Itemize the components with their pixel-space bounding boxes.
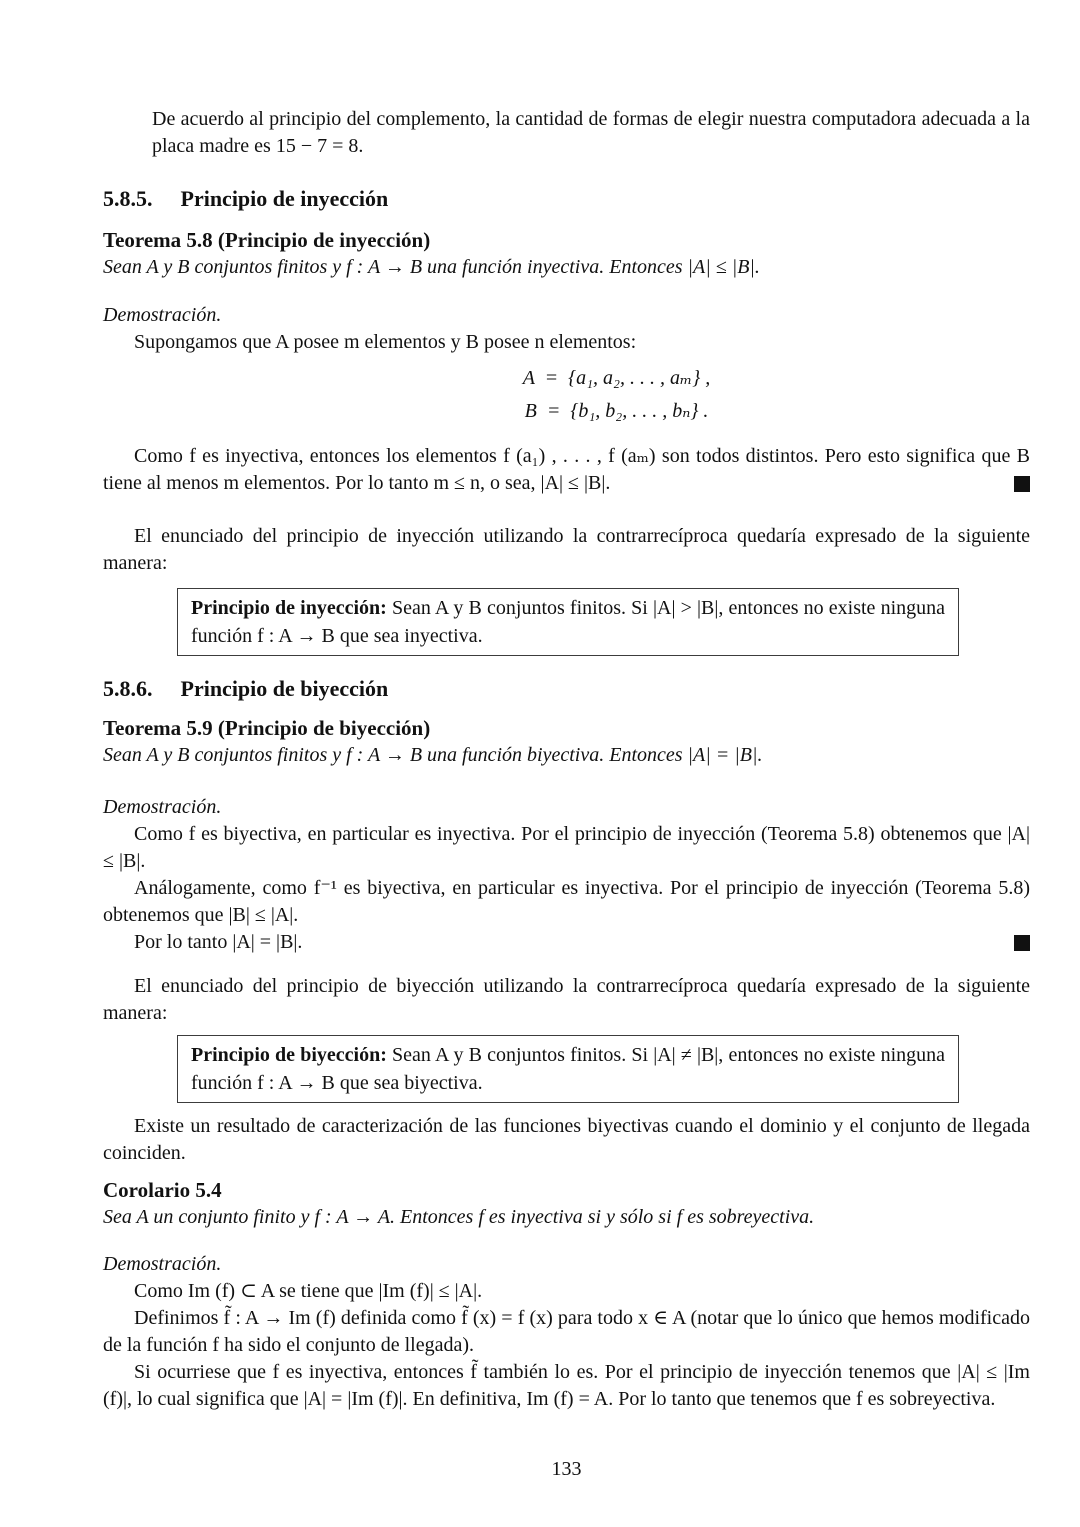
theorem-59-title: Teorema 5.9 (Principio de biyección) — [103, 716, 431, 740]
page-number: 133 — [551, 1458, 582, 1480]
proof-paragraph: Si ocurriese que f es inyectiva, entonces f̃ también lo es. Por el principio de inyección tenemos que |A| ≤ |Im (f)|, lo cual significa que |A| = |Im (f)|. En definitiva, Im (f) = A. Por lo tanto que tenemos que f es sobreyectiva. — [103, 1361, 1030, 1410]
proof-58-conclusion-block — [103, 443, 1030, 497]
restatement-intro: El enunciado del principio de biyección utilizando la contrarrecíproca quedaría expresado de la siguiente manera: — [103, 975, 1030, 1024]
proof-paragraph: Como Im (f) ⊂ A se tiene que |Im (f)| ≤ |A|. — [134, 1280, 483, 1302]
proof-paragraph — [103, 929, 1030, 956]
proof-conclusion-text: Como f es inyectiva, entonces los elementos f (a₁) , . . . , f (aₘ) son todos distintos. Pero esto significa que B tiene al menos m elementos. Por lo tanto m ≤ n, o sea, |A| ≤ |B|. — [103, 445, 1030, 494]
proof-59-block — [103, 794, 1030, 956]
theorem-58-statement-block — [103, 254, 1030, 281]
subsection-heading-586 — [103, 674, 1030, 704]
principle-box-title: Principio de inyección: — [191, 597, 387, 619]
followup-paragraph-block — [103, 1113, 1030, 1167]
principle-box-body: Sean A y B conjuntos finitos. Si |A| ≠ |B|, entonces no existe ninguna función f : A → B que sea biyectiva. — [191, 1044, 946, 1094]
proof-label: Demostración. — [103, 796, 222, 818]
equation-set-b: B = {b₁, b₂, . . . , bₙ} . — [524, 400, 709, 422]
subsection-number: 5.8.5. — [103, 186, 153, 211]
principle-box-content — [191, 1041, 945, 1097]
proof-label: Demostración. — [103, 304, 222, 326]
proof-paragraph: Supongamos que A posee m elementos y B posee n elementos: — [134, 331, 637, 353]
proof-conclusion-text: Por lo tanto |A| = |B|. — [134, 931, 303, 953]
principle-box-content — [191, 594, 945, 650]
theorem-59-statement-block — [103, 742, 1030, 769]
principle-box-title: Principio de biyección: — [191, 1044, 387, 1066]
proof-58-label-block — [103, 302, 1030, 329]
qed-icon — [1014, 476, 1030, 492]
proof-corollary-block — [103, 1251, 1030, 1413]
theorem-58-statement: Sean A y B conjuntos finitos y f : A → B una función inyectiva. Entonces |A| ≤ |B|. — [103, 256, 760, 278]
proof-paragraph: Como f es biyectiva, en particular es inyectiva. Por el principio de inyección (Teorema 5.8) obtenemos que |A| ≤ |B|. — [103, 823, 1030, 872]
theorem-59-statement: Sean A y B conjuntos finitos y f : A → B una función biyectiva. Entonces |A| = |B|. — [103, 744, 763, 766]
corollary-54-title: Corolario 5.4 — [103, 1178, 222, 1202]
proof-58-intro-block — [103, 329, 1030, 356]
principle-box-injection — [177, 588, 959, 656]
intro-paragraph-block — [152, 106, 1030, 160]
equation-set-a: A = {a₁, a₂, . . . , aₘ} , — [522, 367, 711, 389]
intro-paragraph: De acuerdo al principio del complemento, la cantidad de formas de elegir nuestra computadora adecuada a la placa madre es 15 − 7 = 8. — [152, 108, 1030, 157]
subsection-title: Principio de biyección — [180, 676, 389, 701]
proof-paragraph: Definimos f̃ : A → Im (f) definida como f̃ (x) = f (x) para todo x ∈ A (notar que lo único que hemos modificado de la función f ha sido el conjunto de llegada). — [103, 1307, 1030, 1356]
corollary-54-statement: Sea A un conjunto finito y f : A → A. Entonces f es inyectiva si y sólo si f es sobreyectiva. — [103, 1206, 815, 1228]
subsection-number: 5.8.6. — [103, 676, 153, 701]
proof-paragraph: Análogamente, como f⁻¹ es biyectiva, en particular es inyectiva. Por el principio de inyección (Teorema 5.8) obtenemos que |B| ≤ |A|. — [103, 877, 1030, 926]
restatement-intro-block-2 — [103, 973, 1030, 1027]
restatement-intro: El enunciado del principio de inyección utilizando la contrarrecíproca quedaría expresado de la siguiente manera: — [103, 525, 1030, 574]
theorem-58-title: Teorema 5.8 (Principio de inyección) — [103, 228, 431, 252]
restatement-intro-block-1 — [103, 523, 1030, 577]
principle-box-body: Sean A y B conjuntos finitos. Si |A| > |B|, entonces no existe ninguna función f : A → B que sea inyectiva. — [191, 597, 946, 647]
principle-box-bijection — [177, 1035, 959, 1103]
corollary-54-statement-block — [103, 1204, 1030, 1231]
set-equations — [153, 362, 1080, 428]
qed-icon — [1014, 935, 1030, 951]
subsection-heading-585 — [103, 184, 1030, 214]
proof-label: Demostración. — [103, 1253, 222, 1275]
subsection-title: Principio de inyección — [180, 186, 389, 211]
proof-paragraph — [103, 443, 1030, 497]
followup-paragraph: Existe un resultado de caracterización de las funciones biyectivas cuando el dominio y el conjunto de llegada coinciden. — [103, 1115, 1030, 1164]
